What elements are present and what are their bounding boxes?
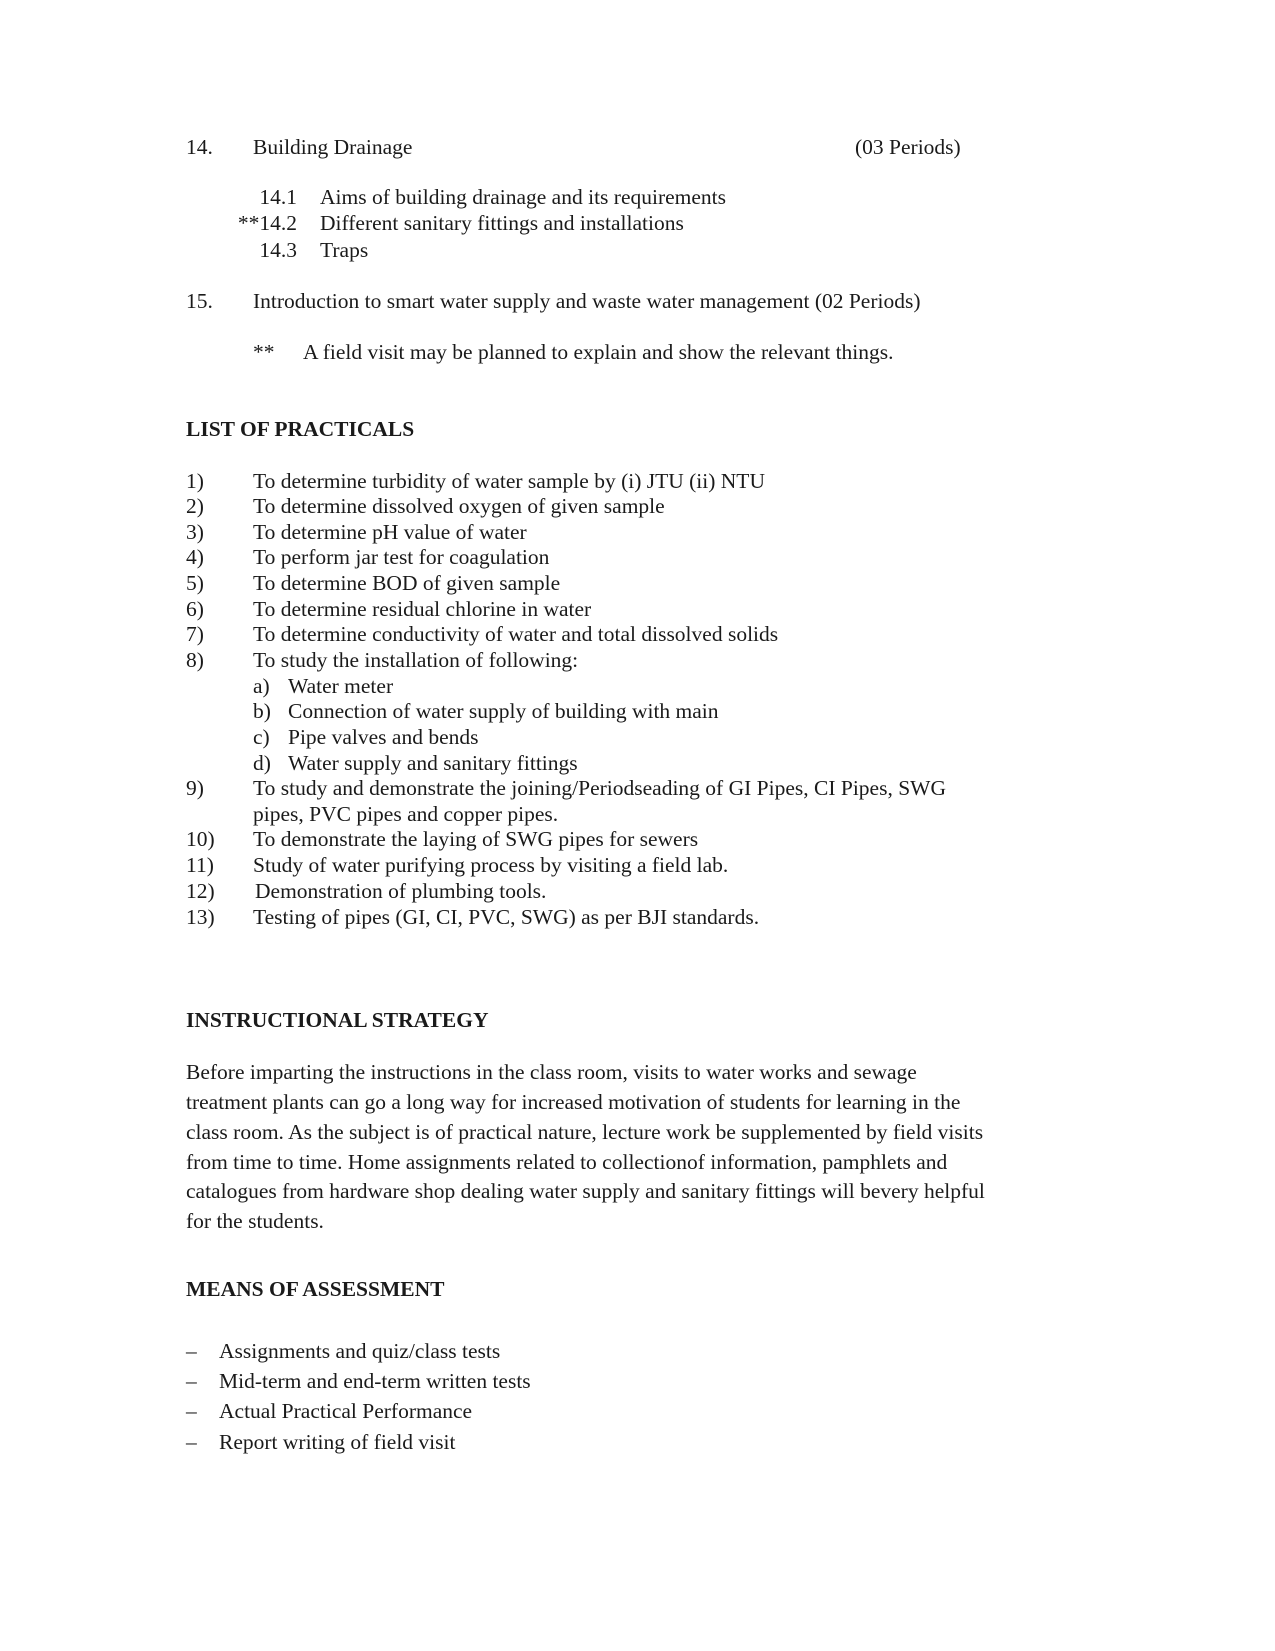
subsection-text: Different sanitary fittings and installations [320,211,684,235]
sub-item-text: Connection of water supply of building with main [288,699,719,723]
strategy-paragraph-line: from time to time. Home assignments related to collectionof information, pamphlets and [186,1150,948,1174]
assessment-item: Mid-term and end-term written tests [219,1369,531,1393]
dash-bullet: – [186,1430,197,1454]
sub-item-text: Water supply and sanitary fittings [288,751,578,775]
sub-item-label: b) [253,699,271,723]
practical-number: 11) [186,853,214,877]
practical-text: To study and demonstrate the joining/Periodseading of GI Pipes, CI Pipes, SWG [253,776,946,800]
strategy-paragraph-line: for the students. [186,1209,324,1233]
subsection-text: Traps [320,238,369,262]
practical-number: 6) [186,597,204,621]
practical-number: 8) [186,648,204,672]
practical-number: 1) [186,469,204,493]
practical-text: To determine conductivity of water and total dissolved solids [253,622,779,646]
practical-number: 9) [186,776,204,800]
practicals-heading: LIST OF PRACTICALS [186,417,415,441]
note-mark: ** [253,340,275,364]
section-number: 14. [186,135,213,159]
assessment-heading: MEANS OF ASSESSMENT [186,1277,445,1301]
dash-bullet: – [186,1399,197,1423]
practical-text-continued: pipes, PVC pipes and copper pipes. [253,802,559,826]
sub-item-text: Water meter [288,674,394,698]
practical-text: To determine turbidity of water sample by (i) JTU (ii) NTU [253,469,765,493]
assessment-item: Report writing of field visit [219,1430,456,1454]
assessment-item: Assignments and quiz/class tests [219,1339,501,1363]
sub-item-label: c) [253,725,270,749]
subsection-number: 14.1 [259,185,297,209]
subsection-number: **14.2 [237,211,297,235]
section-number: 15. [186,289,213,313]
dash-bullet: – [186,1369,197,1393]
strategy-paragraph-line: treatment plants can go a long way for increased motivation of students for learning in the [186,1090,961,1114]
practical-number: 5) [186,571,204,595]
strategy-paragraph-line: class room. As the subject is of practical nature, lecture work be supplemented by field visits [186,1120,984,1144]
practical-text: To demonstrate the laying of SWG pipes for sewers [253,827,699,851]
practical-text: To determine dissolved oxygen of given sample [253,494,665,518]
sub-item-text: Pipe valves and bends [288,725,479,749]
section-periods: (03 Periods) [855,135,961,159]
strategy-paragraph-line: catalogues from hardware shop dealing water supply and sanitary fittings will bevery helpful [186,1179,985,1203]
practical-text: To determine residual chlorine in water [253,597,592,621]
practical-number: 12) [186,879,215,903]
practical-number: 13) [186,905,215,929]
subsection-text: Aims of building drainage and its requirements [320,185,727,209]
section-title: Introduction to smart water supply and waste water management (02 Periods) [253,289,921,313]
practical-text: Study of water purifying process by visiting a field lab. [253,853,729,877]
strategy-paragraph-line: Before imparting the instructions in the class room, visits to water works and sewage [186,1060,917,1084]
sub-item-label: d) [253,751,271,775]
practical-text: To study the installation of following: [253,648,579,672]
practical-number: 4) [186,545,204,569]
section-title: Building Drainage [253,135,413,159]
practical-text: To determine pH value of water [253,520,527,544]
practical-text: Demonstration of plumbing tools. [255,879,547,903]
practical-number: 10) [186,827,215,851]
sub-item-label: a) [253,674,270,698]
subsection-number: 14.3 [259,238,297,262]
practical-text: To perform jar test for coagulation [253,545,550,569]
practical-text: To determine BOD of given sample [253,571,561,595]
practical-number: 2) [186,494,204,518]
practical-number: 3) [186,520,204,544]
dash-bullet: – [186,1339,197,1363]
note-text: A field visit may be planned to explain and show the relevant things. [303,340,894,364]
strategy-heading: INSTRUCTIONAL STRATEGY [186,1008,489,1032]
practical-text: Testing of pipes (GI, CI, PVC, SWG) as per BJI standards. [253,905,760,929]
practical-number: 7) [186,622,204,646]
assessment-item: Actual Practical Performance [219,1399,473,1423]
